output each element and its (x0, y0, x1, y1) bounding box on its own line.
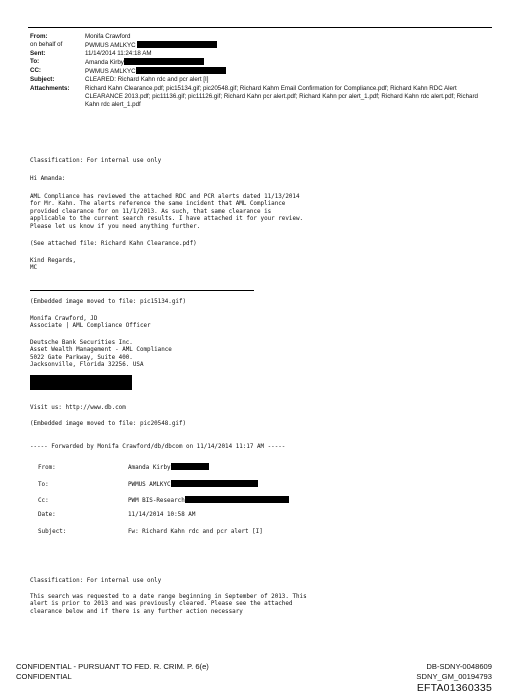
to-value: Amanda Kirby (85, 59, 124, 67)
sent-value: 11/14/2014 11:24:18 AM (85, 50, 152, 58)
forward-from-value: Amanda Kirby (128, 465, 171, 471)
redaction-box (185, 496, 289, 503)
redaction-box (171, 463, 209, 470)
redaction-box (137, 41, 217, 48)
footer-right (416, 662, 492, 694)
to-label: To: (30, 58, 40, 66)
redaction-box (136, 67, 226, 74)
company-address-block: Deutsche Bank Securities Inc. Asset Wealth Management - AML Compliance 5022 Gate Parkway, Suite 400. Jacksonville, Florida 32256. USA (30, 340, 172, 369)
greeting-text: Hi Amanda: (30, 176, 66, 182)
forward-to-row (38, 480, 258, 489)
body-paragraph: AML Compliance has reviewed the attached RDC and PCR alerts dated 11/13/2014 for Mr. Kahn. The alerts reference the same incident that AML Compliance provided clearance for on 11/1/2013. As such, that same clearance is applicable to the current search results. I have attached it for your review. Please let us know if you need anything further. (30, 194, 304, 230)
header-subject-row (30, 76, 500, 84)
email-header (30, 33, 500, 109)
forward-from-label: From: (38, 465, 56, 471)
header-from-row (30, 33, 500, 41)
embedded-image-note: (Embedded image moved to file: pic15134.gif) (30, 299, 187, 305)
forwarded-line: ----- Forwarded by Monifa Crawford/db/dbcom on 11/14/2014 11:17 AM ----- (30, 444, 286, 450)
signoff-text: Kind Regards, MC (30, 258, 77, 272)
forward-subject-value: Fw: Richard Kahn rdc and pcr alert [I] (128, 529, 263, 535)
behalf-label: on behalf of (30, 41, 63, 49)
footer-confidential: CONFIDENTIAL (16, 672, 72, 681)
attached-file-note: (See attached file: Richard Kahn Clearance.pdf) (30, 241, 197, 247)
attachments-value: Richard Kahn Clearance.pdf; pic15134.gif; pic20548.gif; Richard Kahm Email Confirmation for Compliance.pdf; Richard Kahn RDC Alert CLEARANCE 2013.pdf; pic11136.gif; pic11126.gif; Richard Kahn pcr alert.pdf; Richard Kahn pcr alert_1.pdf; Richard Kahn rdc alert.pdf; Richard Kahn rdc alert_1.pdf (85, 84, 479, 108)
top-rule (28, 27, 492, 28)
sent-label: Sent: (30, 50, 46, 58)
forward-subject-row (38, 529, 263, 536)
forward-date-value: 11/14/2014 10:58 AM (128, 512, 196, 518)
classification-text: Classification: For internal use only (30, 158, 162, 164)
bates-number-efta: EFTA01360335 (416, 682, 492, 694)
from-label: From: (30, 33, 48, 40)
forward-date-row (38, 512, 195, 519)
header-cc-row (30, 67, 500, 76)
forward-subject-label: Subject: (38, 529, 67, 535)
redaction-box (171, 480, 258, 487)
redaction-box (124, 58, 204, 65)
redaction-box (30, 375, 132, 390)
header-attachments-row (30, 85, 500, 109)
footer-left (16, 662, 209, 682)
forward-date-label: Date: (38, 512, 56, 518)
signature-block: Monifa Crawford, JD Associate | AML Compliance Officer (30, 316, 151, 330)
bates-number-db: DB-SDNY-0048609 (426, 662, 492, 671)
embedded-image-note-2: (Embedded image moved to file: pic20548.gif) (30, 421, 187, 427)
behalf-value: PWMUS AMLKYC (85, 42, 136, 50)
header-to-row (30, 58, 500, 67)
subject-value: CLEARED: Richard Kahn rdc and pcr alert [I] (85, 76, 209, 84)
forward-to-value: PWMUS AMLKYC (128, 482, 171, 488)
body-paragraph-2: This search was requested to a date range beginning in September of 2013. This alert is prior to 2013 and was previously cleared. Please see the attached clearance below and if there is any further action necessary (30, 594, 307, 615)
footer-confidential-line: CONFIDENTIAL - PURSUANT TO FED. R. CRIM. P. 6(e) (16, 662, 209, 671)
signature-separator (30, 290, 254, 291)
forward-cc-row (38, 496, 289, 505)
forward-to-label: To: (38, 482, 49, 488)
classification-text-2: Classification: For internal use only (30, 578, 162, 584)
cc-value: PWMUS AMLKYC (85, 68, 136, 76)
from-value: Monifa Crawford (85, 33, 131, 40)
attachments-label: Attachments: (30, 84, 70, 92)
subject-label: Subject: (30, 76, 55, 84)
website-text: Visit us: http://www.db.com (30, 405, 126, 411)
forward-cc-label: Cc: (38, 498, 49, 504)
bates-number-sdny: SDNY_GM_00194793 (416, 672, 492, 681)
forward-from-row (38, 463, 209, 472)
cc-label: CC: (30, 67, 41, 75)
header-sent-row (30, 50, 500, 58)
forward-cc-value: PWM BIS-Research (128, 498, 185, 504)
header-behalf-row (30, 41, 500, 50)
